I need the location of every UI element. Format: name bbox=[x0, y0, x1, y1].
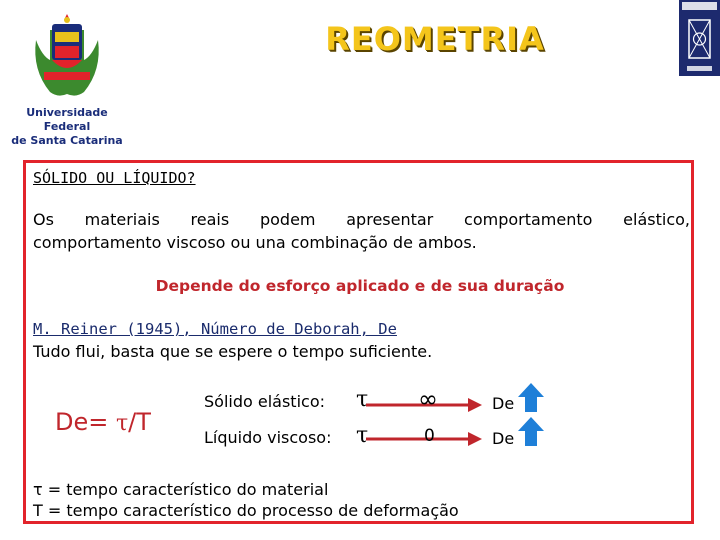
paragraph-line-1: Os materiais reais podem apresentar comportamento elástico, bbox=[33, 210, 690, 229]
arrow-up-icon bbox=[518, 383, 544, 413]
deborah-formula bbox=[55, 407, 151, 437]
reiner-reference: M. Reiner (1945), Número de Deborah, De bbox=[33, 320, 397, 338]
row-liquid-tau: τ bbox=[356, 423, 369, 448]
university-logo bbox=[4, 10, 130, 147]
logo-line-2: de Santa Catarina bbox=[11, 134, 123, 147]
arrow-up-icon bbox=[518, 417, 544, 447]
formula-rhs: /T bbox=[128, 408, 151, 436]
question-heading: SÓLIDO OU LÍQUIDO? bbox=[33, 169, 196, 187]
everything-flows-quote: Tudo flui, basta que se espere o tempo suficiente. bbox=[33, 342, 433, 361]
row-solid-label: Sólido elástico: bbox=[204, 392, 325, 411]
paragraph-line-2: comportamento viscoso ou una combinação de ambos. bbox=[33, 233, 477, 252]
row-liquid-de: De bbox=[492, 429, 515, 448]
legend-T: T = tempo característico do processo de deformação bbox=[33, 501, 459, 520]
depends-statement: Depende do esforço aplicado e de sua duração bbox=[155, 277, 565, 295]
row-solid-de: De bbox=[492, 394, 515, 413]
logo-line-1: Universidade Federal bbox=[26, 106, 108, 133]
formula-tau: τ bbox=[115, 411, 129, 436]
legend-tau: τ = tempo característico do material bbox=[33, 480, 329, 499]
row-liquid-value: 0 bbox=[424, 426, 435, 446]
row-solid-value: ∞ bbox=[418, 385, 438, 413]
emblem-icon bbox=[679, 0, 720, 76]
coat-of-arms-icon bbox=[28, 10, 106, 102]
formula-lhs: De= bbox=[55, 408, 116, 436]
slide-title: REOMETRIA bbox=[325, 20, 545, 58]
row-liquid-label: Líquido viscoso: bbox=[204, 428, 332, 447]
row-solid-tau: τ bbox=[356, 387, 369, 412]
